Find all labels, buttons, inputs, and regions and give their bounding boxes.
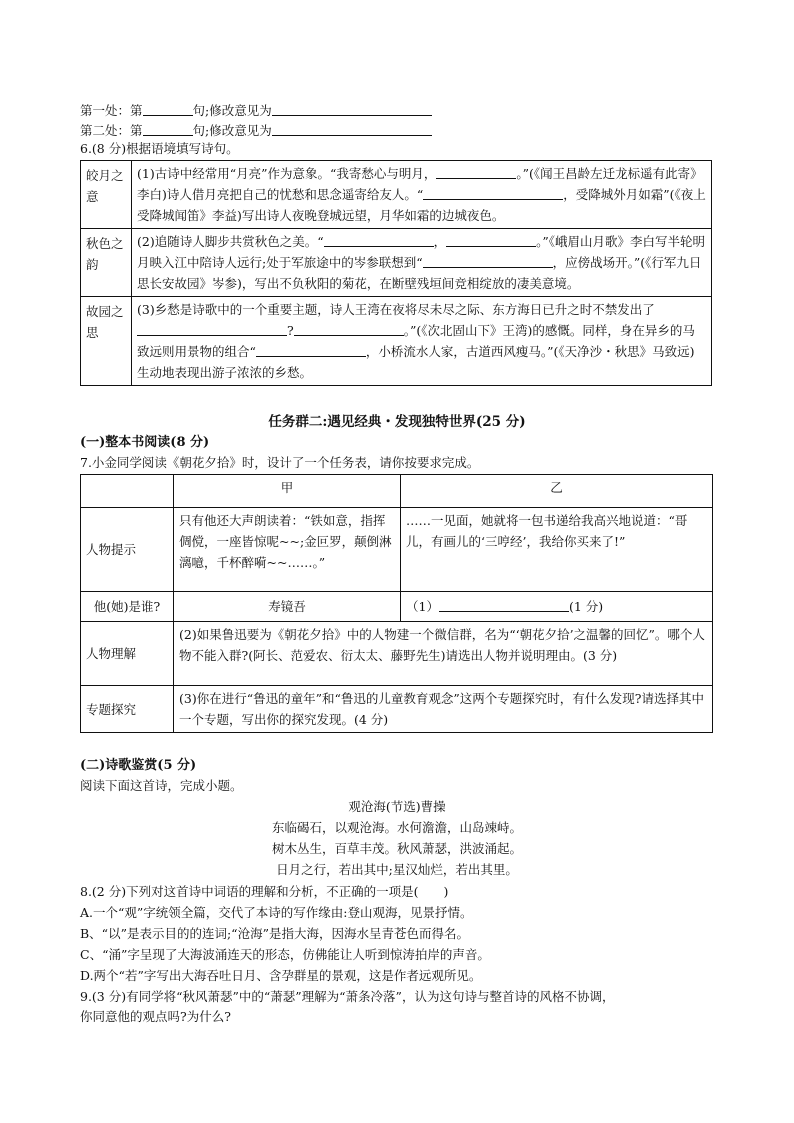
cell-topic: (3)你在进行“鲁迅的童年”和“鲁迅的儿童教育观念”这两个专题探究时，有什么发现?请选择其中一个专题，写出你的探究发现。(4 分) bbox=[174, 686, 713, 733]
poem-line: 东临碣石，以观沧海。水何澹澹，山岛竦峙。 bbox=[271, 820, 522, 835]
answer-blank[interactable] bbox=[446, 233, 536, 247]
q9-prompt-line-2: 你同意他的观点吗?为什么? bbox=[80, 1009, 231, 1024]
section-title: (一)整本书阅读(8 分) bbox=[80, 435, 210, 450]
revision-line-1 bbox=[80, 102, 432, 120]
sentence-number-blank[interactable] bbox=[143, 122, 193, 136]
cell-jia-answer: 寿镜吾 bbox=[174, 592, 401, 622]
table-row bbox=[81, 475, 713, 508]
revision-opinion-blank[interactable] bbox=[272, 122, 432, 136]
revision-1-suffix: 句;修改意见为 bbox=[192, 103, 272, 118]
row-label: 人物提示 bbox=[81, 508, 174, 592]
answer-blank[interactable] bbox=[256, 343, 366, 357]
poem-line: 树木丛生，百草丰茂。秋风萧瑟，洪波涌起。 bbox=[271, 841, 522, 856]
q8-option-d[interactable]: D.两个“若”字写出大海吞吐日月、含孕群星的景观，这是作者远观所见。 bbox=[80, 968, 482, 983]
revision-opinion-blank[interactable] bbox=[272, 102, 432, 116]
col-header-yi: 乙 bbox=[401, 475, 713, 508]
row-label: 专题探究 bbox=[81, 686, 174, 733]
corner-cell bbox=[81, 475, 174, 508]
table-row bbox=[81, 622, 713, 686]
poem-fill-table bbox=[80, 160, 712, 386]
poem-line: 日月之行，若出其中;星汉灿烂，若出其里。 bbox=[276, 862, 518, 877]
col-header-jia: 甲 bbox=[174, 475, 401, 508]
q7-prompt: 7.小金同学阅读《朝花夕拾》时，设计了一个任务表，请你按要求完成。 bbox=[80, 455, 480, 470]
section-title: (二)诗歌鉴赏(5 分) bbox=[80, 758, 197, 773]
table-row bbox=[81, 592, 713, 622]
row-content: (3)乡愁是诗歌中的一个重要主题，诗人王湾在夜将尽未尽之际、东方海日已升之时不禁发出了? 。”(《次北固山下》王湾)的感慨。同样，身在异乡的马致远则用景物的组合“ ，小桥流水人家，古道西风瘦马。”(《天净沙・秋思》马致远)生动地表现出游子浓浓的乡愁。 bbox=[132, 297, 712, 386]
answer-blank[interactable] bbox=[294, 322, 404, 336]
row-label: 他(她)是谁? bbox=[81, 592, 174, 622]
answer-blank[interactable] bbox=[423, 254, 553, 268]
row-category: 故园之思 bbox=[81, 297, 132, 386]
cell-yi-hint: ……一见面，她就将一包书递给我高兴地说道：“哥儿，有画儿的‘三哼经’，我给你买来了!” bbox=[401, 508, 713, 592]
row-category: 皎月之意 bbox=[81, 161, 132, 229]
q9-prompt-line-1: 9.(3 分)有同学将“秋风萧瑟”中的“萧瑟”理解为“萧条冷落”，认为这句诗与整首诗的风格不协调， bbox=[80, 989, 615, 1004]
q8-option-b[interactable]: B、“以”是表示目的的连词;“沧海”是指大海，因海水呈青苍色而得名。 bbox=[80, 926, 469, 941]
revision-2-suffix: 句;修改意见为 bbox=[192, 123, 272, 138]
cell-yi-answer: （1） (1 分) bbox=[401, 592, 713, 622]
revision-1-prefix: 第一处：第 bbox=[80, 103, 143, 118]
q8-option-a[interactable]: A.一个“观”字统领全篇，交代了本诗的写作缘由:登山观海，见景抒情。 bbox=[80, 905, 473, 920]
table-row bbox=[81, 686, 713, 733]
row-label: 人物理解 bbox=[81, 622, 174, 686]
table-row bbox=[81, 229, 712, 297]
row-category: 秋色之韵 bbox=[81, 229, 132, 297]
revision-2-prefix: 第二处：第 bbox=[80, 123, 143, 138]
table-row bbox=[81, 297, 712, 386]
answer-blank[interactable] bbox=[439, 598, 569, 612]
q8-option-c[interactable]: C、“涌”字呈现了大海波涌连天的形态，仿佛能让人听到惊涛拍岸的声音。 bbox=[80, 947, 490, 962]
task-table bbox=[80, 474, 713, 733]
answer-blank[interactable] bbox=[423, 186, 563, 200]
sentence-number-blank[interactable] bbox=[143, 102, 193, 116]
cell-understanding: (2)如果鲁迅要为《朝花夕拾》中的人物建一个微信群，名为“‘朝花夕拾’之温馨的回忆”。哪个人物不能入群?(阿长、范爱农、衍太太、藤野先生)请选出人物并说明理由。(3 分) bbox=[174, 622, 713, 686]
task-group-title: 任务群二:遇见经典・发现独特世界(25 分) bbox=[268, 414, 526, 430]
revision-line-2 bbox=[80, 122, 432, 140]
cell-jia-hint: 只有他还大声朗读着：“铁如意，指挥倜傥，一座皆惊呢~~;金叵罗，颠倒淋漓噫，千杯醉嗬~~……。” bbox=[174, 508, 401, 592]
reading-intro: 阅读下面这首诗，完成小题。 bbox=[80, 778, 243, 793]
table-row bbox=[81, 508, 713, 592]
answer-blank[interactable] bbox=[436, 165, 516, 179]
row-content: (1)古诗中经常用“月亮”作为意象。“我寄愁心与明月， 。”(《闻王昌龄左迁龙标遥有此寄》李白)诗人借月亮把自己的忧愁和思念遥寄给友人。“ ，受降城外月如霜”(《夜上受降城闻笛》李益)写出诗人夜晚登城远望，月华如霜的边城夜色。 bbox=[132, 161, 712, 229]
poem-title: 观沧海(节选)曹操 bbox=[348, 799, 446, 814]
answer-blank[interactable] bbox=[137, 322, 287, 336]
table-row bbox=[81, 161, 712, 229]
q8-prompt: 8.(2 分)下列对这首诗中词语的理解和分析，不正确的一项是( ) bbox=[80, 884, 449, 899]
answer-blank[interactable] bbox=[324, 233, 434, 247]
q6-title: 6.(8 分)根据语境填写诗句。 bbox=[80, 141, 239, 156]
row-content: (2)追随诗人脚步共赏秋色之美。“ ， 。”《峨眉山月歌》李白写半轮明月映入江中陪诗人远行;处于军旅途中的岑参联想到“ ，应傍战场开。”(《行军九日思长安故园》岑参)，写出不负秋阳的菊花，在断壁残垣间竞相绽放的凄美意境。 bbox=[132, 229, 712, 297]
